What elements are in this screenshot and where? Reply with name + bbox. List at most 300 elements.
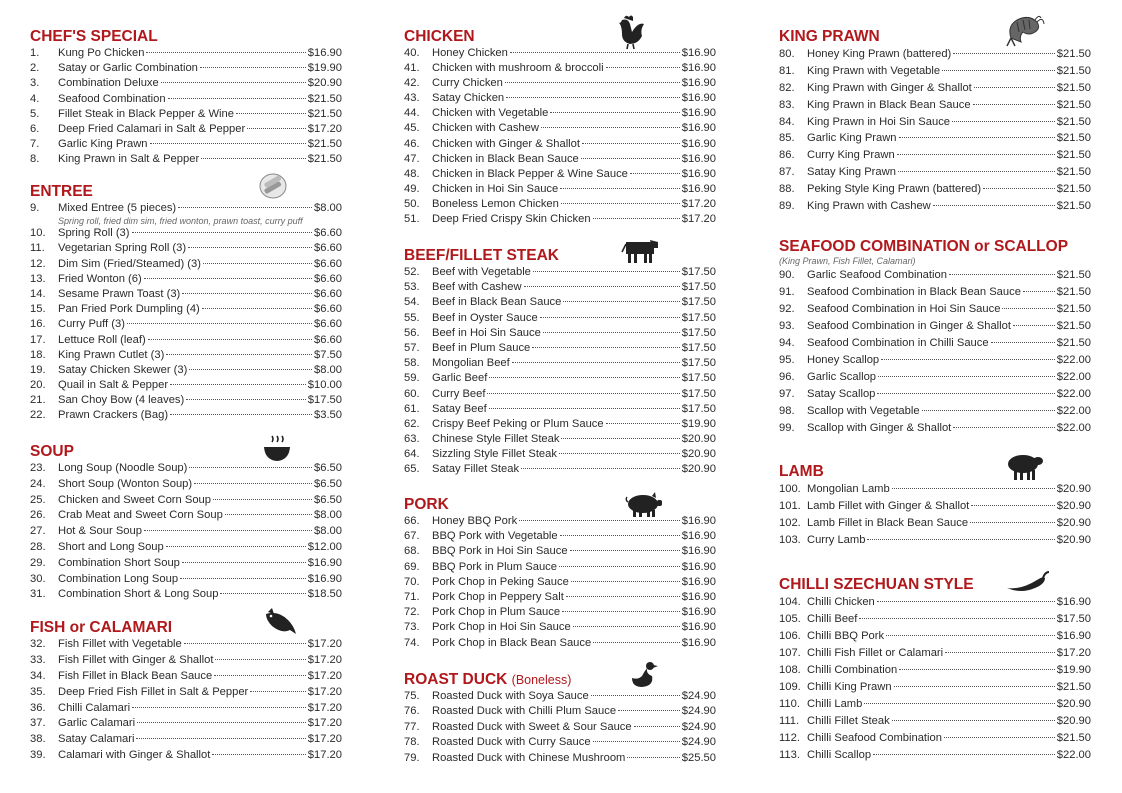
item-name: Curry Lamb: [807, 534, 866, 546]
item-price: $20.90: [1056, 517, 1091, 529]
item-number: 37.: [30, 717, 46, 730]
item-name: Fried Wonton (6): [58, 272, 142, 285]
dot-leader: [983, 188, 1055, 189]
menu-item: [30, 393, 342, 408]
dot-leader: [562, 611, 680, 612]
menu-item: [30, 556, 342, 572]
item-name: Sesame Prawn Toast (3): [58, 287, 181, 300]
item-number: 63.: [404, 433, 420, 446]
item-price: $24.90: [681, 690, 716, 702]
item-price: $16.90: [1056, 596, 1091, 608]
menu-item: [30, 748, 342, 764]
section-title-entree: [30, 183, 342, 201]
item-number: 102.: [779, 517, 801, 529]
item-price: $17.20: [307, 653, 342, 666]
item-price: $24.90: [681, 705, 716, 718]
item-number: 36.: [30, 701, 46, 714]
item-price: $21.50: [1056, 64, 1091, 77]
item-price: $20.90: [1056, 534, 1091, 546]
dot-leader: [220, 593, 305, 594]
item-number: 68.: [404, 545, 420, 558]
item-number: 99.: [779, 422, 795, 434]
dot-leader: [200, 67, 306, 68]
item-price: $17.20: [307, 717, 342, 730]
item-price: $8.00: [314, 525, 342, 538]
item-name: Vegetarian Spring Roll (3): [58, 242, 187, 255]
item-name: Garlic Beef: [432, 372, 488, 385]
dot-leader: [570, 550, 680, 551]
item-price: $21.50: [1056, 115, 1091, 128]
dot-leader: [561, 203, 680, 204]
dot-leader: [953, 427, 1055, 428]
item-number: 112.: [779, 732, 800, 744]
item-price: $22.00: [1056, 354, 1091, 366]
item-number: 67.: [404, 530, 420, 543]
item-price: $17.20: [1056, 647, 1091, 659]
item-name: Seafood Combination in Black Bean Sauce: [807, 286, 1021, 298]
item-number: 85.: [779, 132, 795, 145]
item-name: Chicken with Cashew: [432, 122, 539, 135]
item-price: $21.50: [1056, 337, 1091, 349]
item-number: 78.: [404, 736, 420, 749]
dot-leader: [560, 188, 680, 189]
menu-item: [779, 318, 1091, 335]
menu-item: [30, 363, 342, 378]
item-number: 61.: [404, 402, 420, 415]
menu-item: [30, 669, 342, 685]
item-price: $17.20: [307, 749, 342, 762]
item-price: $17.50: [307, 394, 342, 407]
soup-bowl-icon: [262, 434, 292, 464]
dot-leader: [144, 278, 312, 279]
item-number: 11.: [30, 242, 45, 255]
item-number: 1.: [30, 47, 40, 59]
menu-item: [779, 335, 1091, 352]
dot-leader: [202, 308, 312, 309]
item-price: $18.50: [307, 588, 342, 601]
menu-item: [30, 572, 342, 588]
dot-leader: [894, 686, 1055, 687]
section-seafood: [779, 238, 1091, 437]
item-name: King Prawn in Black Bean Sauce: [807, 98, 971, 111]
item-number: 54.: [404, 296, 420, 309]
dot-leader: [146, 52, 305, 53]
menu-item: [779, 198, 1091, 215]
dot-leader: [178, 207, 312, 208]
dot-leader: [166, 546, 306, 547]
item-number: 15.: [30, 303, 46, 316]
item-name: Dim Sim (Fried/Steamed) (3): [58, 257, 201, 270]
item-name: Fish Fillet in Black Bean Sauce: [58, 669, 213, 682]
menu-item: [404, 720, 716, 735]
item-name: Satay Chicken Skewer (3): [58, 363, 188, 376]
item-price: $20.90: [1056, 715, 1091, 727]
menu-item: [30, 701, 342, 717]
dot-leader: [236, 113, 306, 114]
item-name: Deep Fried Calamari in Salt & Pepper: [58, 122, 246, 135]
item-price: $16.90: [681, 122, 716, 135]
item-price: $6.60: [314, 242, 342, 255]
dot-leader: [170, 414, 312, 415]
dot-leader: [194, 483, 312, 484]
menu-item: [404, 311, 716, 326]
menu-item: [404, 295, 716, 310]
item-name: Chilli Fish Fillet or Calamari: [807, 647, 944, 659]
dot-leader: [886, 635, 1055, 636]
item-name: BBQ Pork in Hoi Sin Sauce: [432, 545, 568, 558]
dot-leader: [582, 143, 680, 144]
dot-leader: [505, 82, 680, 83]
menu-item: [404, 106, 716, 121]
menu-item: [404, 620, 716, 635]
item-number: 87.: [779, 166, 795, 179]
menu-item: [779, 386, 1091, 403]
item-number: 77.: [404, 720, 420, 733]
item-number: 66.: [404, 515, 420, 527]
menu-item: [404, 432, 716, 447]
dot-leader: [573, 626, 680, 627]
menu-item: [779, 284, 1091, 301]
menu-item: [30, 241, 342, 256]
dot-leader: [215, 659, 305, 660]
dot-leader: [186, 399, 306, 400]
menu-item: [30, 732, 342, 748]
item-price: $6.50: [314, 477, 342, 490]
item-number: 6.: [30, 122, 40, 135]
dot-leader: [247, 128, 306, 129]
dot-leader: [859, 618, 1054, 619]
dot-leader: [571, 581, 680, 582]
menu-item: [404, 605, 716, 620]
item-number: 59.: [404, 372, 420, 385]
item-name: King Prawn with Ginger & Shallot: [807, 81, 972, 94]
menu-item: [404, 61, 716, 76]
dot-leader: [188, 247, 312, 248]
menu-item: [779, 594, 1091, 611]
duck-icon: [630, 660, 660, 690]
menu-item: [779, 403, 1091, 420]
menu-item: [404, 590, 716, 605]
item-price: $12.00: [307, 540, 342, 553]
menu-item: [30, 378, 342, 393]
item-name: Roasted Duck with Curry Sauce: [432, 736, 591, 749]
item-price: $17.20: [307, 701, 342, 714]
section-title-pork: [404, 496, 716, 514]
menu-item: [30, 272, 342, 287]
item-name: Satay Fillet Steak: [432, 463, 520, 476]
item-name: Sizzling Style Fillet Steak: [432, 448, 557, 461]
item-number: 100.: [779, 483, 801, 495]
item-number: 22.: [30, 409, 46, 422]
item-name: Beef in Black Bean Sauce: [432, 296, 562, 309]
dot-leader: [559, 453, 680, 454]
item-number: 17.: [30, 333, 46, 346]
item-number: 106.: [779, 630, 801, 642]
item-name: Prawn Crackers (Bag): [58, 409, 169, 422]
item-price: $16.90: [681, 606, 716, 619]
menu-item: [30, 508, 342, 524]
menu-item: [779, 80, 1091, 97]
menu-item: [404, 402, 716, 417]
item-price: $17.50: [681, 326, 716, 339]
item-name: Chilli Fillet Steak: [807, 715, 890, 727]
dot-leader: [1013, 325, 1055, 326]
item-name: Honey Chicken: [432, 47, 508, 59]
section-title-text: ROAST DUCK: [404, 671, 508, 688]
item-name: Honey King Prawn (battered): [807, 48, 952, 60]
item-number: 86.: [779, 149, 795, 162]
item-number: 33.: [30, 653, 46, 666]
menu-item: [779, 481, 1091, 498]
item-name: Beef in Hoi Sin Sauce: [432, 326, 541, 339]
menu-item: [30, 61, 342, 76]
item-price: $17.20: [681, 213, 716, 226]
rooster-icon: [616, 14, 646, 50]
item-number: 20.: [30, 379, 46, 392]
item-price: $6.60: [314, 303, 342, 316]
item-price: $20.90: [681, 448, 716, 461]
menu-item: [30, 524, 342, 540]
menu-item: [404, 462, 716, 477]
dot-leader: [892, 720, 1055, 721]
dot-leader: [184, 643, 306, 644]
item-number: 53.: [404, 281, 420, 294]
menu-item: [30, 716, 342, 732]
item-name: Lettuce Roll (leaf): [58, 333, 146, 346]
item-name: Chilli Seafood Combination: [807, 732, 942, 744]
menu-item: [404, 417, 716, 432]
dot-leader: [634, 726, 680, 727]
item-name: Short and Long Soup: [58, 540, 164, 553]
item-name: Curry King Prawn: [807, 149, 895, 162]
section-note: (King Prawn, Fish Fillet, Calamari): [779, 256, 916, 266]
item-name: Lamb Fillet in Black Bean Sauce: [807, 517, 969, 529]
item-name: Scallop with Vegetable: [807, 405, 920, 417]
item-price: $17.50: [681, 281, 716, 294]
item-number: 90.: [779, 269, 795, 281]
dot-leader: [864, 703, 1054, 704]
menu-item: [404, 91, 716, 106]
dot-leader: [201, 158, 306, 159]
section-title-text: SOUP: [30, 443, 74, 460]
dot-leader: [878, 376, 1055, 377]
menu-item: [404, 689, 716, 704]
menu-item: [404, 341, 716, 356]
menu-item: [404, 152, 716, 167]
item-price: $21.50: [307, 107, 342, 120]
item-number: 108.: [779, 664, 801, 676]
section-soup: [30, 443, 342, 603]
item-price: $6.60: [314, 272, 342, 285]
section-king-prawn: [779, 28, 1091, 215]
item-price: $25.50: [681, 751, 716, 764]
item-number: 10.: [30, 227, 46, 240]
item-number: 30.: [30, 572, 46, 585]
item-price: $17.50: [681, 402, 716, 415]
menu-item: [779, 267, 1091, 284]
item-name: Peking Style King Prawn (battered): [807, 183, 982, 196]
item-number: 84.: [779, 115, 795, 128]
item-price: $21.50: [1056, 303, 1091, 315]
sheep-icon: [1005, 452, 1045, 482]
item-name: Beef in Plum Sauce: [432, 341, 531, 354]
item-name: Pork Chop in Peking Sauce: [432, 575, 569, 588]
item-number: 3.: [30, 77, 40, 90]
item-number: 13.: [30, 272, 46, 285]
item-number: 80.: [779, 48, 795, 60]
item-number: 14.: [30, 287, 46, 300]
item-price: $6.60: [314, 287, 342, 300]
dot-leader: [225, 514, 312, 515]
item-name: Chilli Combination: [807, 664, 898, 676]
item-number: 43.: [404, 92, 420, 105]
item-price: $16.90: [681, 590, 716, 603]
item-name: Curry Chicken: [432, 77, 503, 90]
dot-leader: [543, 332, 680, 333]
item-number: 42.: [404, 77, 420, 90]
item-price: $16.90: [681, 137, 716, 150]
item-name: Pork Chop in Peppery Salt: [432, 590, 564, 603]
item-number: 26.: [30, 509, 46, 522]
item-name: Crispy Beef Peking or Plum Sauce: [432, 417, 604, 430]
dot-leader: [136, 738, 305, 739]
item-number: 65.: [404, 463, 420, 476]
section-chefs-special: [30, 28, 342, 168]
item-number: 52.: [404, 266, 420, 278]
item-name: Chicken and Sweet Corn Soup: [58, 493, 211, 506]
section-title-beef: [404, 247, 716, 265]
item-name: Quail in Salt & Pepper: [58, 379, 169, 392]
dot-leader: [250, 691, 306, 692]
menu-item: [30, 46, 342, 61]
dot-leader: [618, 710, 680, 711]
item-name: Deep Fried Crispy Skin Chicken: [432, 213, 591, 226]
item-number: 62.: [404, 417, 420, 430]
menu-item: [30, 477, 342, 493]
item-name: Crab Meat and Sweet Corn Soup: [58, 509, 223, 522]
menu-item: [779, 352, 1091, 369]
item-number: 72.: [404, 606, 420, 619]
item-number: 2.: [30, 62, 40, 75]
dot-leader: [1002, 308, 1054, 309]
menu-item: [779, 611, 1091, 628]
dot-leader: [563, 301, 679, 302]
spring-roll-icon: [258, 172, 288, 200]
menu-item: [779, 730, 1091, 747]
item-name: Pork Chop in Black Bean Sauce: [432, 636, 592, 649]
item-price: $16.90: [681, 182, 716, 195]
item-name: Beef with Vegetable: [432, 266, 531, 278]
item-number: 83.: [779, 98, 795, 111]
item-number: 9.: [30, 202, 40, 214]
item-name: Garlic King Prawn: [58, 138, 148, 151]
item-price: $19.90: [307, 62, 342, 75]
prawn-icon: [1005, 14, 1045, 48]
menu-item: [30, 317, 342, 332]
item-price: $6.60: [314, 257, 342, 270]
dot-leader: [512, 362, 680, 363]
item-number: 101.: [779, 500, 801, 512]
menu-item: [779, 679, 1091, 696]
item-price: $16.90: [1056, 630, 1091, 642]
fish-icon: [264, 608, 298, 638]
menu-item: [30, 302, 342, 317]
item-number: 48.: [404, 167, 420, 180]
item-number: 5.: [30, 107, 40, 120]
section-entree: [30, 183, 342, 424]
menu-item: [404, 704, 716, 719]
menu-item: [30, 685, 342, 701]
item-number: 39.: [30, 749, 46, 762]
item-number: 110.: [779, 698, 800, 710]
item-number: 96.: [779, 371, 795, 383]
dot-leader: [991, 342, 1055, 343]
item-price: $21.50: [1056, 286, 1091, 298]
menu-item: [30, 76, 342, 91]
dot-leader: [166, 354, 312, 355]
item-name: Deep Fried Fish Fillet in Salt & Pepper: [58, 685, 249, 698]
item-price: $16.90: [681, 621, 716, 634]
menu-item: [404, 447, 716, 462]
menu-item: [404, 575, 716, 590]
item-name: Hot & Sour Soup: [58, 525, 142, 538]
item-price: $20.90: [1056, 500, 1091, 512]
item-price: $16.90: [681, 530, 716, 543]
item-number: 19.: [30, 363, 46, 376]
menu-item: [779, 696, 1091, 713]
item-price: $16.90: [681, 636, 716, 649]
item-name: Pork Chop in Plum Sauce: [432, 606, 561, 619]
item-name: Mongolian Lamb: [807, 483, 890, 495]
item-number: 27.: [30, 525, 46, 538]
menu-item: [779, 97, 1091, 114]
item-name: Lamb Fillet with Ginger & Shallot: [807, 500, 970, 512]
item-price: $20.90: [681, 433, 716, 446]
item-name: Chicken in Hoi Sin Sauce: [432, 182, 559, 195]
item-price: $16.90: [681, 560, 716, 573]
dot-leader: [532, 347, 680, 348]
item-name: Garlic Calamari: [58, 717, 136, 730]
item-name: Satay King Prawn: [807, 166, 896, 179]
item-number: 95.: [779, 354, 795, 366]
dot-leader: [182, 562, 306, 563]
menu-item: [404, 76, 716, 91]
menu-item: [779, 181, 1091, 198]
menu-item: [404, 751, 716, 766]
section-title-text: CHEF'S SPECIAL: [30, 28, 158, 45]
item-number: 57.: [404, 341, 420, 354]
item-price: $17.20: [307, 638, 342, 650]
item-number: 16.: [30, 318, 46, 331]
item-price: $24.90: [681, 720, 716, 733]
item-number: 93.: [779, 320, 795, 332]
item-number: 111.: [779, 715, 800, 727]
dot-leader: [933, 205, 1055, 206]
dot-leader: [974, 87, 1055, 88]
dot-leader: [566, 596, 680, 597]
item-name: Seafood Combination in Ginger & Shallot: [807, 320, 1011, 332]
dot-leader: [897, 154, 1055, 155]
item-price: $17.50: [681, 266, 716, 278]
item-name: Chicken in Black Bean Sauce: [432, 152, 579, 165]
section-title-text: ENTREE: [30, 183, 93, 200]
item-name: Honey BBQ Pork: [432, 515, 518, 527]
item-number: 69.: [404, 560, 420, 573]
pig-icon: [624, 492, 664, 518]
item-name: King Prawn in Salt & Pepper: [58, 153, 200, 166]
item-price: $17.50: [681, 296, 716, 309]
dot-leader: [127, 323, 312, 324]
